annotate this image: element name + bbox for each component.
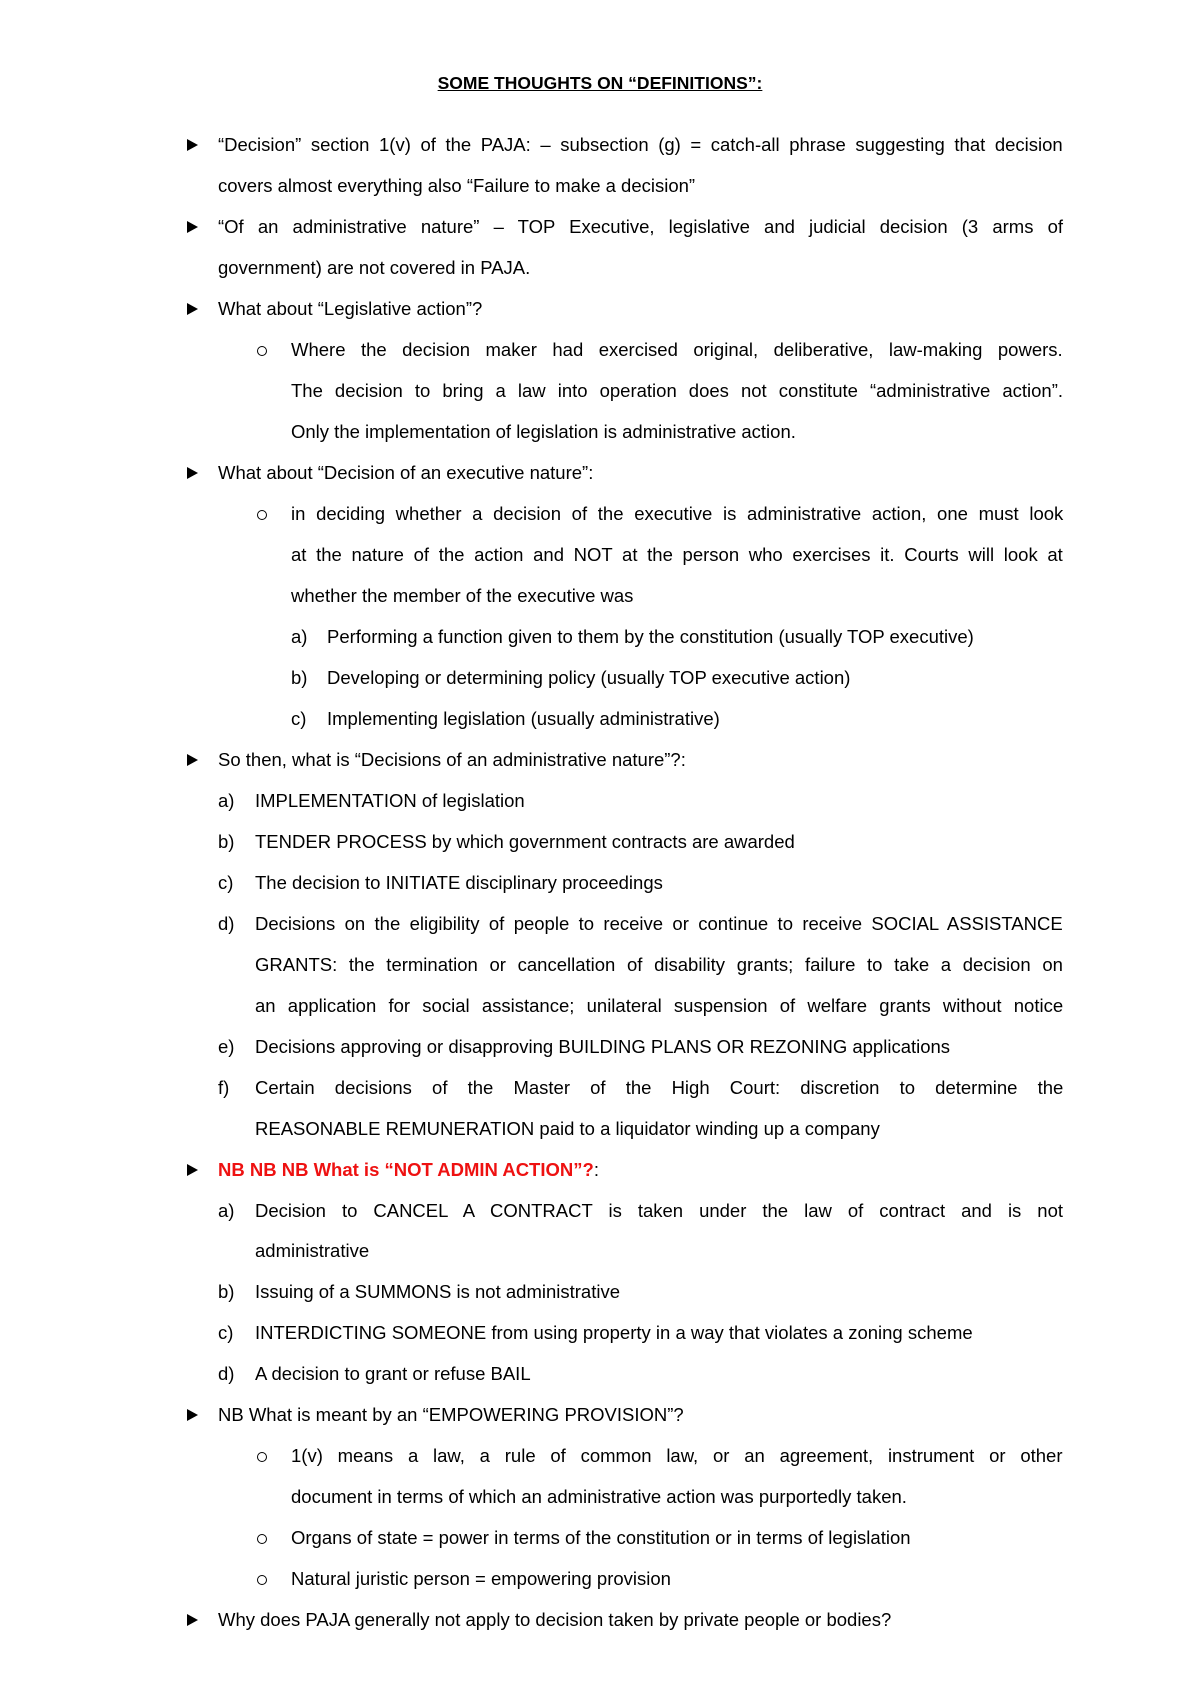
text-line: Natural juristic person = empowering provision: [291, 1568, 671, 1589]
list-marker: b): [218, 1281, 235, 1302]
heading-suffix: :: [593, 1159, 599, 1180]
text-line: document in terms of which an administrative action was purportedly taken.: [291, 1486, 907, 1507]
list-marker: c): [291, 708, 307, 729]
text-line: REASONABLE REMUNERATION paid to a liquidator winding up a company: [255, 1118, 880, 1139]
list-marker: a): [218, 790, 235, 811]
text-line: Certain decisions of the Master of the High Court: discretion to determine the: [255, 1077, 1064, 1098]
arrow-bullet-icon: [187, 1409, 198, 1421]
page-title: SOME THOUGHTS ON “DEFINITIONS”:: [437, 73, 763, 93]
arrow-bullet-icon: [187, 467, 198, 479]
text-line: The decision to INITIATE disciplinary proceedings: [255, 872, 663, 893]
text-line: Implementing legislation (usually administrative): [327, 708, 720, 729]
arrow-bullet-icon: [187, 139, 198, 151]
text-line: INTERDICTING SOMEONE from using property in a way that violates a zoning scheme: [255, 1322, 973, 1343]
list-marker: d): [218, 1363, 235, 1384]
list-marker: c): [218, 1322, 234, 1343]
text-line: covers almost everything also “Failure to make a decision”: [218, 175, 696, 196]
text-line: an application for social assistance; unilateral suspension of welfare grants without notice: [255, 995, 1064, 1016]
circle-bullet-icon: [257, 1534, 267, 1544]
list-marker: e): [218, 1036, 235, 1057]
circle-bullet-icon: [257, 510, 267, 520]
text-line: 1(v) means a law, a rule of common law, or an agreement, instrument or other: [291, 1445, 1063, 1466]
text-line: “Of an administrative nature” – TOP Executive, legislative and judicial decision (3 arms of: [218, 216, 1064, 237]
text-line: Where the decision maker had exercised original, deliberative, law-making powers.: [291, 339, 1063, 360]
list-marker: d): [218, 913, 235, 934]
text-line: government) are not covered in PAJA.: [218, 257, 531, 278]
circle-bullet-icon: [257, 1575, 267, 1585]
text-line: [218, 1158, 599, 1182]
list-marker: a): [291, 626, 308, 647]
arrow-bullet-icon: [187, 221, 198, 233]
text-line: GRANTS: the termination or cancellation of disability grants; failure to take a decision on: [255, 954, 1063, 975]
text-line: at the nature of the action and NOT at the person who exercises it. Courts will look at: [291, 544, 1063, 565]
arrow-bullet-icon: [187, 303, 198, 315]
text-line: Decision to CANCEL A CONTRACT is taken under the law of contract and is not: [255, 1200, 1064, 1221]
text-line: “Decision” section 1(v) of the PAJA: – subsection (g) = catch-all phrase suggesting that decision: [218, 134, 1063, 155]
text-line: The decision to bring a law into operation does not constitute “administrative action”.: [291, 380, 1063, 401]
highlighted-heading: NB NB NB What is “NOT ADMIN ACTION”?: [218, 1159, 594, 1180]
arrow-bullet-icon: [187, 1614, 198, 1626]
text-line: So then, what is “Decisions of an administrative nature”?:: [218, 749, 686, 770]
text-line: IMPLEMENTATION of legislation: [255, 790, 525, 811]
arrow-bullet-icon: [187, 1164, 198, 1176]
text-line: Issuing of a SUMMONS is not administrative: [255, 1281, 620, 1302]
text-line: Developing or determining policy (usually TOP executive action): [327, 667, 851, 688]
text-line: What about “Decision of an executive nature”:: [218, 462, 594, 483]
text-line: Performing a function given to them by the constitution (usually TOP executive): [327, 626, 974, 647]
circle-bullet-icon: [257, 1452, 267, 1462]
circle-bullet-icon: [257, 346, 267, 356]
text-line: Decisions approving or disapproving BUILDING PLANS OR REZONING applications: [255, 1036, 951, 1057]
list-marker: c): [218, 872, 234, 893]
text-line: A decision to grant or refuse BAIL: [255, 1363, 531, 1384]
text-line: NB What is meant by an “EMPOWERING PROVISION”?: [218, 1404, 684, 1425]
text-line: Decisions on the eligibility of people to receive or continue to receive SOCIAL ASSISTANCE: [255, 913, 1063, 934]
text-line: Organs of state = power in terms of the constitution or in terms of legislation: [291, 1527, 911, 1548]
arrow-bullet-icon: [187, 754, 198, 766]
list-marker: a): [218, 1200, 235, 1221]
list-marker: b): [218, 831, 235, 852]
text-line: Why does PAJA generally not apply to decision taken by private people or bodies?: [218, 1609, 892, 1630]
list-marker: b): [291, 667, 308, 688]
list-marker: f): [218, 1077, 230, 1098]
text-line: Only the implementation of legislation is administrative action.: [291, 421, 796, 442]
text-line: What about “Legislative action”?: [218, 298, 483, 319]
text-line: TENDER PROCESS by which government contracts are awarded: [255, 831, 795, 852]
text-line: whether the member of the executive was: [291, 585, 634, 606]
text-line: administrative: [255, 1240, 370, 1261]
text-line: in deciding whether a decision of the executive is administrative action, one must look: [291, 503, 1064, 524]
